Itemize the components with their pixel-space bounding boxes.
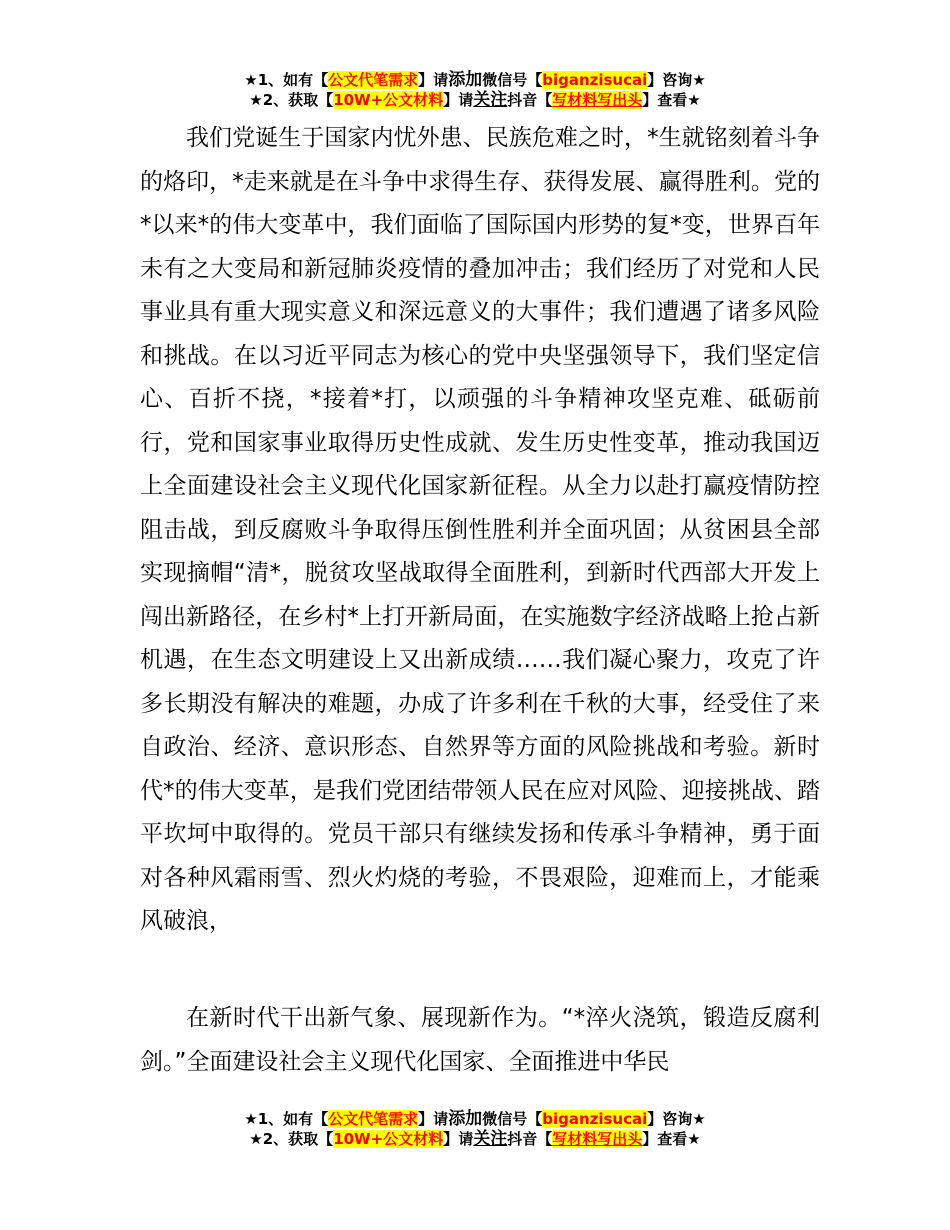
highlight-ghostwriting: 公文代笔需求 [328, 1110, 419, 1128]
body-paragraph-2: 在新时代干出新气象、展现新作为。“*淬火浇筑，锻造反腐利剑。”全面建设社会主义现代化国家、全面推进中华民 [140, 1005, 820, 1075]
banner-line-2: ★2、获取【10W+公文材料】请关注抖音【写材料写出头】查看★ [249, 1129, 701, 1149]
highlight-materials: 10W+公文材料 [333, 91, 444, 109]
banner-line-2: ★2、获取【10W+公文材料】请关注抖音【写材料写出头】查看★ [249, 90, 701, 110]
highlight-wechat-id: biganzisucai [542, 71, 648, 89]
body-paragraph-1: 我们党诞生于国家内忧外患、民族危难之时，*生就铭刻着斗争的烙印，*走来就是在斗争中求得生存、获得发展、赢得胜利。党的*以来*的伟大变革中，我们面临了国际国内形势的复*变，世界百年未有之大变局和新冠肺炎疫情的叠加冲击；我们经历了对党和人民事业具有重大现实意义和深远意义的大事件；我们遭遇了诸多风险和挑战。在以习近平同志为核心的党中央坚强领导下，我们坚定信心、百折不挠，*接着*打，以顽强的斗争精神攻坚克难、砥砺前行，党和国家事业取得历史性成就、发生历史性变革，推动我国迈上全面建设社会主义现代化国家新征程。从全力以赴打赢疫情防控阻击战，到反腐败斗争取得压倒性胜利并全面巩固；从贫困县全部实现摘帽“清*，脱贫攻坚战取得全面胜利，到新时代西部大开发上闯出新路径，在乡村*上打开新局面，在实施数字经济战略上抢占新机遇，在生态文明建设上又出新成绩……我们凝心聚力，攻克了许多长期没有解决的难题，办成了许多利在千秋的大事，经受住了来自政治、经济、意识形态、自然界等方面的风险挑战和考验。新时代*的伟大变革，是我们党团结带领人民在应对风险、迎接挑战、踏平坎坷中取得的。党员干部只有继续发扬和传承斗争精神，勇于面对各种风霜雨雪、烈火灼烧的考验，不畏艰险，迎难而上，才能乘风破浪， [140, 125, 820, 934]
highlight-douyin: 写材料写出头 [552, 91, 643, 109]
highlight-materials: 10W+公文材料 [333, 1130, 444, 1148]
banner-line-1: ★1、如有【公文代笔需求】请添加微信号【biganzisucai】咨询★ [244, 1109, 706, 1129]
highlight-douyin: 写材料写出头 [552, 1130, 643, 1148]
header-banner [0, 70, 950, 110]
banner-line-1: ★1、如有【公文代笔需求】请添加微信号【biganzisucai】咨询★ [244, 70, 706, 90]
highlight-ghostwriting: 公文代笔需求 [328, 71, 419, 89]
highlight-wechat-id: biganzisucai [542, 1110, 648, 1128]
footer-banner [0, 1109, 950, 1149]
